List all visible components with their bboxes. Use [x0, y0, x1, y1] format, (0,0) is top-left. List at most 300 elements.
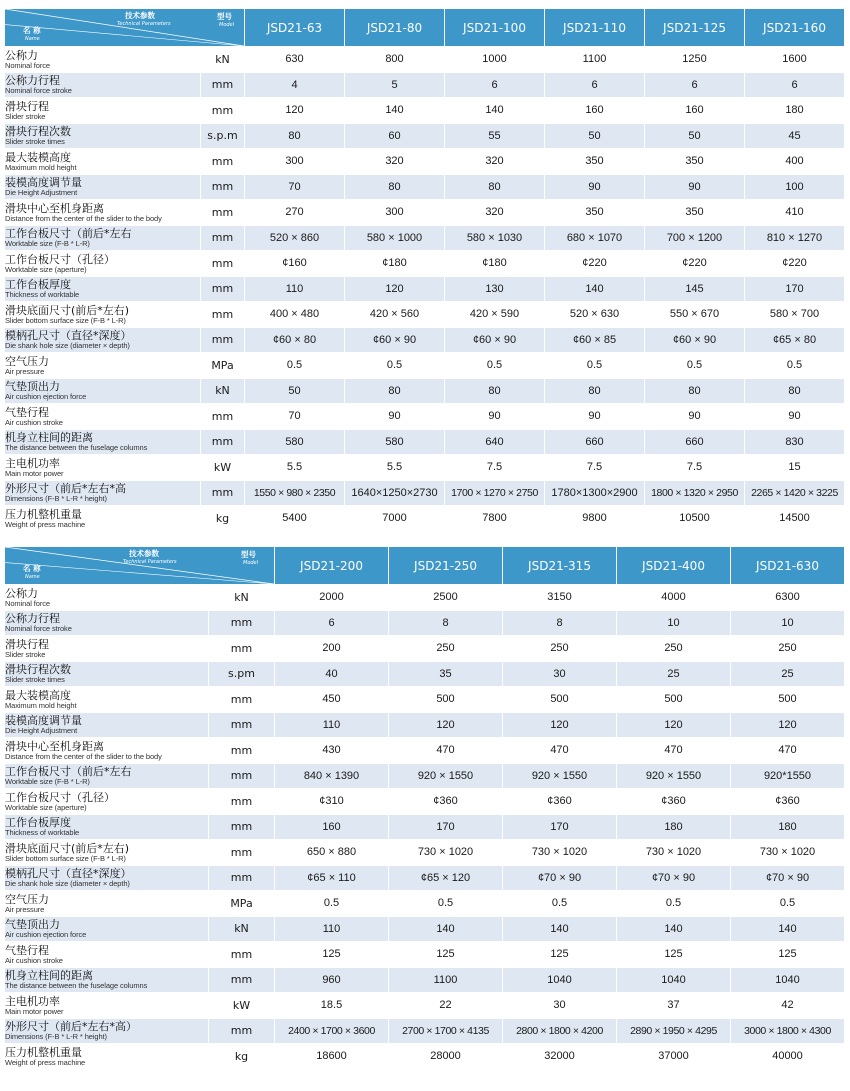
model-header: JSD21-80: [345, 9, 445, 47]
value-cell: 550 × 670: [645, 302, 745, 328]
row-label: [5, 1044, 209, 1070]
value-cell: 1600: [745, 47, 845, 73]
row-label: [5, 404, 201, 430]
row-label: [5, 174, 201, 200]
model-header: JSD21-400: [617, 547, 731, 585]
value-cell: 110: [275, 712, 389, 738]
table-row: [5, 993, 845, 1019]
row-label-en: Slider bottom surface size (F-B * L-R): [5, 315, 126, 325]
value-cell: ¢70 × 90: [617, 865, 731, 891]
row-label-en: Worktable size (aperture): [5, 802, 87, 812]
row-label: [5, 1018, 209, 1044]
unit-cell: mm: [201, 98, 245, 124]
value-cell: 140: [503, 916, 617, 942]
row-label: [5, 942, 209, 968]
unit-cell: mm: [209, 610, 275, 636]
row-label-zh: 装模高度调节量: [5, 714, 82, 727]
value-cell: 6300: [731, 585, 845, 611]
value-cell: ¢65 × 110: [275, 865, 389, 891]
value-cell: 320: [445, 200, 545, 226]
value-cell: 42: [731, 993, 845, 1019]
table-row: [5, 687, 845, 713]
value-cell: 420 × 560: [345, 302, 445, 328]
row-label-zh: 装模高度调节量: [5, 176, 82, 189]
value-cell: 100: [745, 174, 845, 200]
row-label: [5, 225, 201, 251]
row-label-en: Slider stroke: [5, 111, 46, 121]
value-cell: 350: [545, 149, 645, 175]
table-row: [5, 47, 845, 73]
value-cell: 140: [617, 916, 731, 942]
row-label: [5, 610, 209, 636]
row-label-zh: 滑块行程次数: [5, 663, 71, 676]
table-row: [5, 891, 845, 917]
value-cell: 730 × 1020: [731, 840, 845, 866]
row-label: [5, 814, 209, 840]
value-cell: 7.5: [545, 455, 645, 481]
row-label: [5, 789, 209, 815]
row-label: [5, 480, 201, 506]
value-cell: 0.5: [731, 891, 845, 917]
value-cell: 920*1550: [731, 763, 845, 789]
value-cell: 500: [617, 687, 731, 713]
row-label-en: Die shank hole size (diameter × depth): [5, 879, 130, 888]
params-label-en: Technical Parameters: [117, 21, 171, 27]
name-label-en: Name: [25, 574, 40, 580]
value-cell: 270: [245, 200, 345, 226]
value-cell: 1000: [445, 47, 545, 73]
value-cell: 660: [545, 429, 645, 455]
value-cell: 500: [389, 687, 503, 713]
row-label-en: Thickness of worktable: [5, 828, 80, 837]
params-label: 技术参数: [125, 11, 155, 20]
row-label: [5, 353, 201, 379]
model-header: JSD21-160: [745, 9, 845, 47]
table-row: [5, 98, 845, 124]
value-cell: ¢180: [445, 251, 545, 277]
value-cell: 80: [445, 174, 545, 200]
row-label: [5, 378, 201, 404]
row-label-zh: 滑块中心至机身距离: [5, 739, 104, 753]
value-cell: 10500: [645, 506, 745, 532]
row-label-zh: 滑块底面尺寸(前后*左右): [5, 303, 130, 317]
row-label-en: Nominal force stroke: [5, 624, 72, 633]
unit-cell: mm: [209, 712, 275, 738]
unit-cell: kg: [209, 1044, 275, 1070]
value-cell: 90: [645, 174, 745, 200]
value-cell: 8: [503, 610, 617, 636]
row-label-zh: 气垫行程: [5, 943, 49, 957]
table-row: [5, 455, 845, 481]
value-cell: 470: [389, 738, 503, 764]
row-label-en: Slider bottom surface size (F-B * L-R): [5, 853, 126, 863]
value-cell: ¢60 × 90: [345, 327, 445, 353]
table-row: [5, 480, 845, 506]
value-cell: ¢360: [503, 789, 617, 815]
value-cell: 10: [617, 610, 731, 636]
value-cell: 120: [245, 98, 345, 124]
row-label-en: Slider stroke: [5, 649, 46, 659]
row-label-en: Worktable size (F-B * L-R): [5, 777, 90, 786]
row-label: [5, 327, 201, 353]
value-cell: 130: [445, 276, 545, 302]
row-label-zh: 公称力行程: [5, 612, 60, 625]
row-label-zh: 主电机功率: [5, 456, 60, 470]
row-label: [5, 302, 201, 328]
row-label-en: Worktable size (F-B * L-R): [5, 239, 90, 248]
value-cell: 120: [617, 712, 731, 738]
value-cell: 55: [445, 123, 545, 149]
value-cell: 920 × 1550: [389, 763, 503, 789]
value-cell: 730 × 1020: [503, 840, 617, 866]
value-cell: 50: [545, 123, 645, 149]
value-cell: 6: [445, 72, 545, 98]
value-cell: 60: [345, 123, 445, 149]
row-label: [5, 865, 209, 891]
value-cell: 350: [645, 149, 745, 175]
table-row: [5, 585, 845, 611]
row-label: [5, 429, 201, 455]
value-cell: 125: [617, 942, 731, 968]
unit-cell: mm: [201, 276, 245, 302]
value-cell: 125: [389, 942, 503, 968]
value-cell: ¢180: [345, 251, 445, 277]
value-cell: 125: [275, 942, 389, 968]
table-row: [5, 276, 845, 302]
row-label-en: Weight of press machine: [5, 1057, 86, 1067]
value-cell: 15: [745, 455, 845, 481]
value-cell: 7.5: [445, 455, 545, 481]
table-row: [5, 661, 845, 687]
value-cell: 50: [245, 378, 345, 404]
value-cell: 80: [645, 378, 745, 404]
unit-cell: mm: [209, 865, 275, 891]
value-cell: 4000: [617, 585, 731, 611]
row-label-zh: 工作台板尺寸（孔径）: [5, 790, 115, 804]
row-label-en: Worktable size (aperture): [5, 264, 87, 274]
row-label-zh: 滑块行程次数: [5, 125, 71, 138]
unit-cell: mm: [209, 1018, 275, 1044]
row-label-zh: 公称力: [5, 586, 38, 600]
value-cell: 300: [245, 149, 345, 175]
value-cell: ¢310: [275, 789, 389, 815]
row-label-en: Air cushion ejection force: [5, 392, 87, 401]
unit-cell: s.pm: [209, 661, 275, 687]
value-cell: 90: [745, 404, 845, 430]
params-label-en: Technical Parameters: [123, 559, 177, 565]
value-cell: 90: [645, 404, 745, 430]
value-cell: 250: [503, 636, 617, 662]
table-row: [5, 200, 845, 226]
value-cell: 1040: [503, 967, 617, 993]
unit-cell: kN: [201, 378, 245, 404]
row-label-zh: 气垫顶出力: [5, 918, 60, 931]
header-row: [5, 547, 845, 585]
row-label-en: Nominal force: [5, 60, 50, 70]
row-label-zh: 公称力: [5, 48, 38, 62]
row-label-en: Slider stroke times: [5, 675, 65, 684]
row-label-en: Nominal force stroke: [5, 86, 72, 95]
table-row: [5, 251, 845, 277]
value-cell: ¢65 × 80: [745, 327, 845, 353]
row-label-en: Maximum mold height: [5, 700, 77, 710]
row-label-en: Slider stroke times: [5, 137, 65, 146]
row-label: [5, 72, 201, 98]
row-label-zh: 模柄孔尺寸（直径*深度）: [5, 867, 132, 880]
value-cell: ¢360: [389, 789, 503, 815]
value-cell: 110: [245, 276, 345, 302]
table-row: [5, 506, 845, 532]
table-row: [5, 942, 845, 968]
value-cell: 420 × 590: [445, 302, 545, 328]
name-label-en: Name: [25, 36, 40, 42]
value-cell: 0.5: [245, 353, 345, 379]
row-label: [5, 687, 209, 713]
value-cell: 350: [645, 200, 745, 226]
value-cell: 650 × 880: [275, 840, 389, 866]
value-cell: 0.5: [275, 891, 389, 917]
value-cell: 660: [645, 429, 745, 455]
name-label: 名 称: [23, 26, 41, 35]
table-row: [5, 967, 845, 993]
value-cell: 180: [745, 98, 845, 124]
row-label: [5, 967, 209, 993]
row-label: [5, 455, 201, 481]
value-cell: 140: [731, 916, 845, 942]
value-cell: 920 × 1550: [617, 763, 731, 789]
value-cell: 90: [545, 174, 645, 200]
row-label: [5, 200, 201, 226]
row-label-en: Distance from the center of the slider to the body: [5, 751, 162, 761]
table-row: [5, 429, 845, 455]
value-cell: 1800 × 1320 × 2950: [645, 480, 745, 506]
unit-cell: mm: [209, 738, 275, 764]
value-cell: 120: [731, 712, 845, 738]
value-cell: 7.5: [645, 455, 745, 481]
model-label: 型号: [241, 550, 256, 559]
value-cell: 470: [617, 738, 731, 764]
row-label: [5, 251, 201, 277]
row-label: [5, 506, 201, 532]
value-cell: 400 × 480: [245, 302, 345, 328]
value-cell: 5.5: [245, 455, 345, 481]
value-cell: 125: [503, 942, 617, 968]
row-label-zh: 压力机整机重量: [5, 507, 82, 521]
model-label-en: Model: [243, 560, 259, 566]
row-label-en: Air cushion stroke: [5, 955, 63, 965]
value-cell: 140: [389, 916, 503, 942]
unit-cell: mm: [209, 967, 275, 993]
row-label: [5, 636, 209, 662]
model-label-en: Model: [219, 22, 235, 28]
unit-cell: mm: [209, 636, 275, 662]
value-cell: 22: [389, 993, 503, 1019]
row-label: [5, 993, 209, 1019]
row-label-en: Air pressure: [5, 366, 45, 376]
value-cell: 2500: [389, 585, 503, 611]
corner-header: [5, 547, 275, 585]
value-cell: 25: [617, 661, 731, 687]
row-label-zh: 气垫行程: [5, 405, 49, 419]
value-cell: ¢60 × 85: [545, 327, 645, 353]
row-label-zh: 滑块行程: [5, 637, 49, 651]
unit-cell: mm: [201, 327, 245, 353]
row-label-en: Air cushion stroke: [5, 417, 63, 427]
table-row: [5, 1044, 845, 1070]
row-label-en: Die shank hole size (diameter × depth): [5, 341, 130, 350]
value-cell: 920 × 1550: [503, 763, 617, 789]
table-row: [5, 149, 845, 175]
unit-cell: MPa: [201, 353, 245, 379]
model-header: JSD21-110: [545, 9, 645, 47]
spec-table-2: [4, 546, 845, 1070]
value-cell: 500: [503, 687, 617, 713]
value-cell: 9800: [545, 506, 645, 532]
value-cell: 110: [275, 916, 389, 942]
value-cell: 500: [731, 687, 845, 713]
value-cell: 170: [745, 276, 845, 302]
value-cell: 450: [275, 687, 389, 713]
unit-cell: s.p.m: [201, 123, 245, 149]
table-row: [5, 789, 845, 815]
value-cell: 120: [389, 712, 503, 738]
unit-cell: kN: [209, 585, 275, 611]
table-row: [5, 302, 845, 328]
value-cell: 3000 × 1800 × 4300: [731, 1018, 845, 1044]
value-cell: 170: [389, 814, 503, 840]
value-cell: 70: [245, 404, 345, 430]
value-cell: 2000: [275, 585, 389, 611]
value-cell: 470: [503, 738, 617, 764]
value-cell: ¢220: [645, 251, 745, 277]
table-row: [5, 72, 845, 98]
unit-cell: mm: [209, 814, 275, 840]
row-label: [5, 916, 209, 942]
value-cell: 37000: [617, 1044, 731, 1070]
row-label-zh: 最大装模高度: [5, 150, 71, 164]
value-cell: 90: [545, 404, 645, 430]
row-label-en: Die Height Adjustment: [5, 726, 78, 735]
value-cell: ¢60 × 90: [445, 327, 545, 353]
table-row: [5, 327, 845, 353]
value-cell: 5.5: [345, 455, 445, 481]
row-label-en: Thickness of worktable: [5, 290, 80, 299]
row-label: [5, 585, 209, 611]
row-label-en: The distance between the fuselage columns: [5, 443, 148, 452]
value-cell: 50: [645, 123, 745, 149]
value-cell: 1700 × 1270 × 2750: [445, 480, 545, 506]
value-cell: 200: [275, 636, 389, 662]
value-cell: 28000: [389, 1044, 503, 1070]
value-cell: 960: [275, 967, 389, 993]
unit-cell: MPa: [209, 891, 275, 917]
row-label-zh: 滑块底面尺寸(前后*左右): [5, 841, 130, 855]
row-label-zh: 公称力行程: [5, 74, 60, 87]
row-label: [5, 98, 201, 124]
value-cell: ¢65 × 120: [389, 865, 503, 891]
value-cell: 7000: [345, 506, 445, 532]
value-cell: 125: [731, 942, 845, 968]
row-label: [5, 840, 209, 866]
value-cell: 18.5: [275, 993, 389, 1019]
value-cell: 2890 × 1950 × 4295: [617, 1018, 731, 1044]
value-cell: 2400 × 1700 × 3600: [275, 1018, 389, 1044]
row-label-zh: 工作台板尺寸（孔径）: [5, 252, 115, 266]
value-cell: 410: [745, 200, 845, 226]
value-cell: 320: [445, 149, 545, 175]
value-cell: 0.5: [645, 353, 745, 379]
value-cell: 800: [345, 47, 445, 73]
spec-table-1: [4, 8, 845, 532]
value-cell: 1640×1250×2730: [345, 480, 445, 506]
value-cell: 1100: [389, 967, 503, 993]
value-cell: 32000: [503, 1044, 617, 1070]
value-cell: ¢360: [731, 789, 845, 815]
value-cell: 730 × 1020: [617, 840, 731, 866]
value-cell: 6: [545, 72, 645, 98]
value-cell: 580: [345, 429, 445, 455]
value-cell: ¢60 × 90: [645, 327, 745, 353]
value-cell: 160: [275, 814, 389, 840]
row-label-en: Maximum mold height: [5, 162, 77, 172]
row-label-zh: 工作台板厚度: [5, 816, 71, 829]
row-label-zh: 空气压力: [5, 892, 49, 906]
value-cell: 520 × 860: [245, 225, 345, 251]
value-cell: 40: [275, 661, 389, 687]
row-label-zh: 压力机整机重量: [5, 1045, 82, 1059]
value-cell: 10: [731, 610, 845, 636]
value-cell: 400: [745, 149, 845, 175]
value-cell: ¢220: [745, 251, 845, 277]
table-row: [5, 865, 845, 891]
table-row: [5, 738, 845, 764]
value-cell: 5: [345, 72, 445, 98]
value-cell: 2800 × 1800 × 4200: [503, 1018, 617, 1044]
row-label: [5, 276, 201, 302]
header-row: [5, 9, 845, 47]
model-header: JSD21-63: [245, 9, 345, 47]
value-cell: 160: [545, 98, 645, 124]
value-cell: 30: [503, 993, 617, 1019]
value-cell: 1780×1300×2900: [545, 480, 645, 506]
model-header: JSD21-250: [389, 547, 503, 585]
row-label-zh: 滑块行程: [5, 99, 49, 113]
value-cell: 810 × 1270: [745, 225, 845, 251]
value-cell: 80: [445, 378, 545, 404]
value-cell: 1040: [731, 967, 845, 993]
row-label: [5, 738, 209, 764]
row-label-zh: 外形尺寸（前后*左右*高）: [5, 1020, 137, 1033]
table-row: [5, 1018, 845, 1044]
value-cell: 1250: [645, 47, 745, 73]
table-row: [5, 378, 845, 404]
value-cell: 45: [745, 123, 845, 149]
value-cell: ¢70 × 90: [731, 865, 845, 891]
value-cell: 580 × 1000: [345, 225, 445, 251]
row-label-en: Dimensions (F-B * L-R * height): [5, 1032, 107, 1041]
table-row: [5, 763, 845, 789]
value-cell: 14500: [745, 506, 845, 532]
value-cell: 6: [645, 72, 745, 98]
unit-cell: mm: [201, 174, 245, 200]
unit-cell: mm: [209, 789, 275, 815]
row-label-en: Dimensions (F-B * L-R * height): [5, 494, 107, 503]
value-cell: 580: [245, 429, 345, 455]
model-label: 型号: [217, 12, 232, 21]
value-cell: 35: [389, 661, 503, 687]
table-row: [5, 123, 845, 149]
table-row: [5, 225, 845, 251]
